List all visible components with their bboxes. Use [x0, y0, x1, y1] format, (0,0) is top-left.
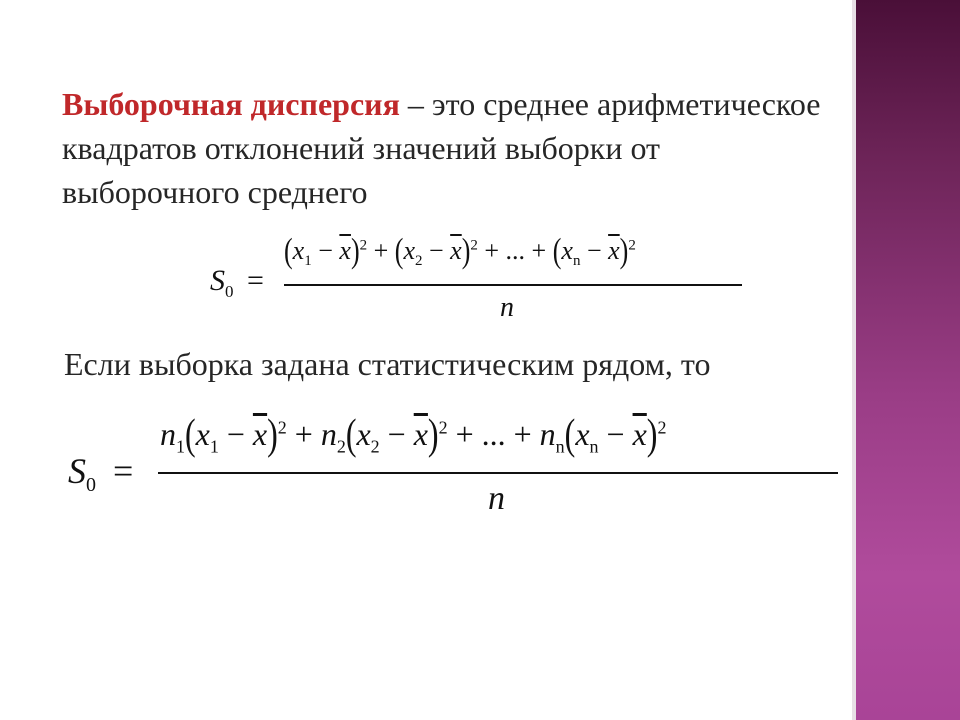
equals-sign: =	[247, 264, 264, 297]
fraction-bar	[284, 284, 742, 286]
sub-1: 1	[304, 253, 312, 270]
definition-term: Выборочная дисперсия	[62, 86, 400, 122]
definition-paragraph	[62, 82, 842, 214]
lhs2-symbol: S	[68, 451, 86, 491]
equals-sign-2: =	[113, 451, 134, 491]
term-x2: x	[403, 236, 415, 265]
definition-text: – это среднее арифметическое квадратов отклонений значений выборки от выборочного среднего	[62, 86, 821, 210]
lhs-symbol: S	[210, 264, 225, 297]
fraction-bar-2	[158, 472, 838, 474]
mean-x: $\overline{x}$	[339, 236, 351, 265]
sub-2: 2	[415, 253, 423, 270]
formula2-numerator: $n_1(x_1 - \overline{x})^2 + n_2(x_2 - \overline{x})^2$ + ... + $n_n(x_n - \overline{x})^2$	[160, 409, 667, 459]
formula2-denominator: n	[488, 480, 505, 517]
sample-variance-formula	[210, 230, 750, 326]
formula-denominator: n	[500, 292, 514, 323]
sup-2: 2	[628, 237, 636, 254]
weighted-variance-formula	[68, 409, 848, 532]
statement-text: Если выборка задана статистическим рядом, то	[64, 346, 711, 382]
lhs-subscript: 0	[225, 282, 234, 301]
formula-lhs	[210, 264, 264, 301]
mean-x-2: $\overline{x}$	[608, 236, 620, 265]
term-x1: x	[292, 236, 305, 265]
decorative-sidebar	[856, 0, 960, 720]
lhs2-subscript: 0	[86, 474, 96, 497]
formula2-lhs	[68, 450, 134, 497]
formula-numerator: $(x_1 - \overline{x})^2 + (x_2 - \overline{x})^2$ + ... + $(x_n - \overline{x})^2$	[284, 230, 636, 270]
sub-n: n	[572, 253, 581, 270]
term-xn: x	[561, 236, 573, 265]
